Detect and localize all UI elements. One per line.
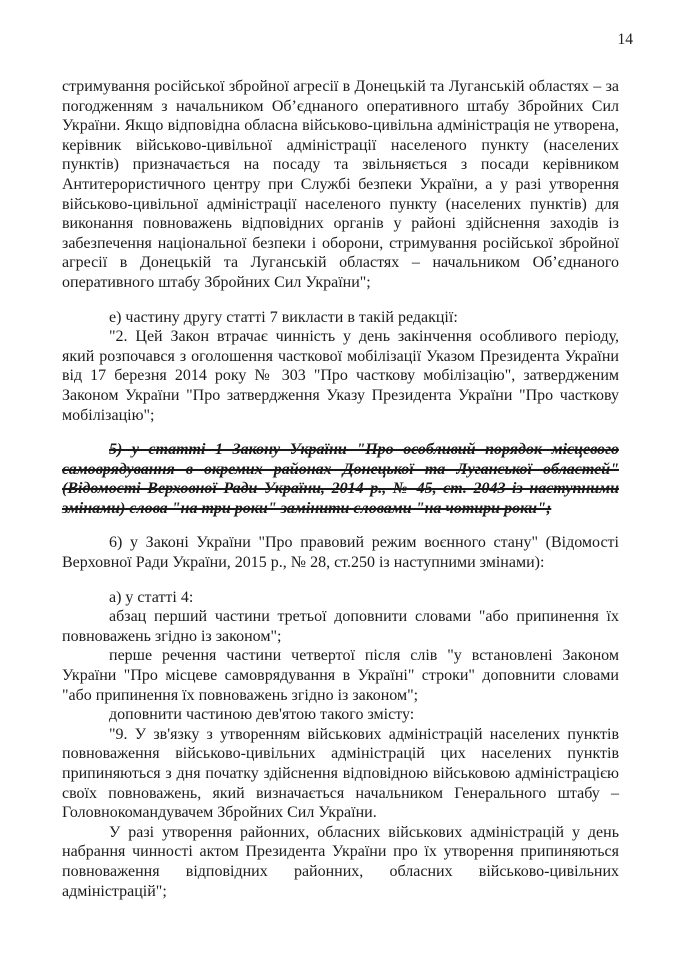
paragraph-amendment-1: абзац перший частини третьої доповнити словами "або припинення їх повноважень згідно із законом";: [62, 608, 619, 645]
paragraph-item-a: а) у статті 4:: [109, 588, 194, 606]
deleted-paragraph: 5) у статті 1 Закону України "Про особливий порядок місцевого самоврядування в окремих районах Донецької та Луганської областей" (Відомості Верховної Ради України, 2014 р., № 45, ст. 2043 із наступними змінами) слова "на три роки" замінити словами "на чотири роки";: [62, 441, 619, 517]
paragraph-amendment-3: доповнити частиною дев'ятою такого змісту:: [109, 706, 415, 724]
paragraph-quoted-part-9-cont: У разі утворення районних, обласних військових адміністрацій у день набрання чинності актом Президента України про їх утворення припиняються повноваження відповідних районних, обласних військово-цивільних адміністрацій";: [62, 823, 619, 900]
paragraph-quoted-part-9: "9. У зв'язку з утворенням військових адміністрацій населених пунктів повноваження військово-цивільних адміністрацій цих населених пунктів припиняються з дня початку здійснення відповідною військовою адміністрацією своїх повноважень, який визначається начальником Генерального штабу – Головнокомандувачем Збройних Сил України.: [62, 725, 619, 822]
paragraph-quoted-law-text: "2. Цей Закон втрачає чинність у день закінчення особливого періоду, який розпочався з оголошення часткової мобілізації Указом Президента України від 17 березня 2014 року № 303 "Про часткову мобілізацію", затвердженим Законом України "Про затвердження Указу Президента України "Про часткову мобілізацію";: [62, 328, 619, 424]
paragraph-item-e: е) частину другу статті 7 викласти в такій редакції:: [109, 308, 458, 326]
page-number: 14: [617, 31, 633, 48]
paragraph-amendment-2: перше речення частини четвертої після слів "у встановлені Законом України "Про місцеве самоврядування в Україні" строки" доповнити словами "або припинення їх повноважень згідно із законом";: [62, 647, 619, 704]
paragraph-continuation: стримування російської збройної агресії в Донецькій та Луганській областях – за погодженням з начальником Об’єднаного оперативного штабу Збройних Сил України. Якщо відповідна обласна військово-цивільна адміністрація не утворена, керівник військово-цивільної адміністрації населеного пункту (населених пунктів) призначається на посаду та звільняється з посади керівником Антитерористичного центру при Службі безпеки України, а у разі утворення військово-цивільної адміністрації населеного пункту (населених пунктів) для виконання повноважень відповідних органів у районі здійснення заходів із забезпечення національної безпеки і оборони, стримування російської збройної агресії в Донецькій та Луганській областях – начальником Об’єднаного оперативного штабу Збройних Сил України";: [62, 78, 619, 291]
document-body: [62, 77, 619, 901]
paragraph-item-6: 6) у Законі України "Про правовий режим воєнного стану" (Відомості Верховної Ради України, 2015 р., № 28, ст.250 із наступними змінами):: [62, 534, 619, 572]
